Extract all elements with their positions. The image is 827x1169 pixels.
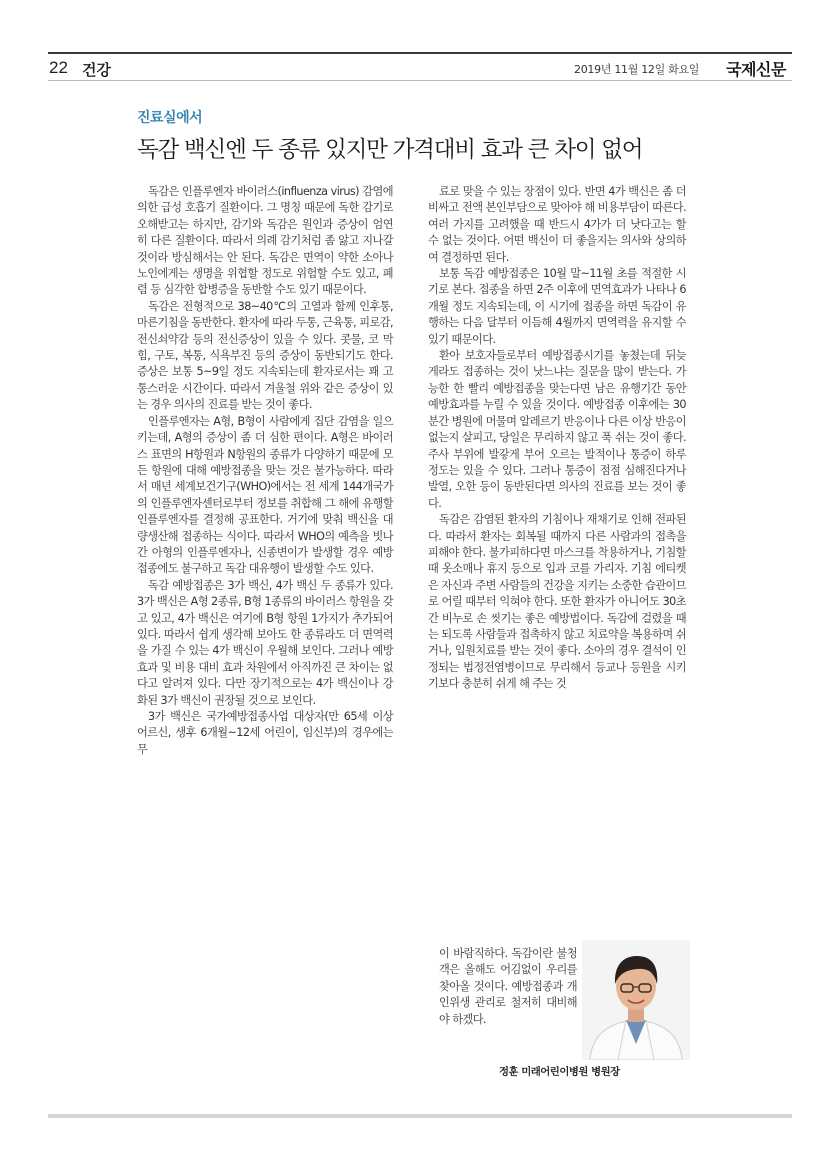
publication-date: 2019년 11월 12일 화요일: [574, 63, 700, 76]
doctor-portrait-icon: [582, 940, 690, 1060]
paragraph: 독감은 인플루엔자 바이러스(influenza virus) 감염에 의한 급성 호흡기 질환이다. 그 명칭 때문에 독한 감기로 오해받고는 하지만, 감기와 독감은 원인과 증상이 엄연히 다른 질환이다. 따라서 의례 감기처럼 좀 앓고 지나갈 것이라 방심해서는 안 된다. 독감은 면역이 약한 소아나 노인에게는 생명을 위협할 정도로 위험할 수도 있고, 폐렴 등 심각한 합병증을 동반할 수도 있기 때문이다.: [137, 185, 393, 297]
column-kicker: 진료실에서: [137, 110, 203, 126]
footer-rule: [48, 1114, 792, 1118]
article-column-2: [428, 184, 686, 693]
section-title: 건강: [82, 61, 111, 79]
paragraph: 인플루엔자는 A형, B형이 사람에게 집단 감염을 일으키는데, A형의 증상이 좀 더 심한 편이다. A형은 바이러스 표면의 H항원과 N항원의 종류가 다양하기 때문에 모든 항원에 대해 예방접종을 맞는 것은 불가능하다. 따라서 매년 세계보건기구(WHO)에서는 전 세계 144개국가의 인플루엔자센터로부터 정보를 취합해 그 해에 유행할 인플루엔자를 결정해 공표한다. 거기에 맞춰 백신을 대량생산해 접종하는 식이다. 따라서 WHO의 예측을 빗나간 아형의 인플루엔자나, 신종변이가 발생할 경우 예방접종에도 불구하고 독감 대유행이 발생할 수도 있다.: [137, 414, 393, 576]
paragraph: 보통 독감 예방접종은 10월 말~11월 초를 적절한 시기로 본다. 접종을 하면 2주 이후에 면역효과가 나타나 6개월 정도 지속되는데, 이 시기에 접종을 하면 독감이 유행하는 다음 달부터 이듬해 4월까지 면역력을 유지할 수 있기 때문이다.: [428, 267, 686, 346]
article-headline: 독감 백신엔 두 종류 있지만 가격대비 효과 큰 차이 없어: [137, 137, 643, 163]
article-column-3: [439, 946, 577, 1028]
paragraph: 독감은 감염된 환자의 기침이나 재채기로 인해 전파된다. 따라서 환자는 회복될 때까지 다른 사람과의 접촉을 피해야 한다. 불가피하다면 마스크를 착용하거나, 기침할 때 옷소매나 휴지 등으로 입과 코를 가리자. 기침 에티켓은 자신과 주변 사람들의 건강을 지키는 소중한 습관이므로 어릴 때부터 익혀야 한다. 또한 환자가 아니어도 30초간 비누로 손 씻기는 좋은 예방법이다. 독감에 걸렸을 때는 되도록 사람들과 접촉하지 않고 치료약을 복용하며 쉬거나, 입원치료를 받는 것이 좋다. 소아의 경우 결석이 인정되는 법정전염병이므로 무리해서 등교나 등원을 시키기보다 충분히 쉬게 해 주는 것: [428, 513, 686, 691]
paragraph: 독감 예방접종은 3가 백신, 4가 백신 두 종류가 있다. 3가 백신은 A형 2종류, B형 1종류의 바이러스 항원을 갖고 있고, 4가 백신은 여기에 B형 항원 1가지가 추가되어 있다. 따라서 쉽게 생각해 보아도 한 종류라도 더 면역력을 가질 수 있는 4가 백신이 우월해 보인다. 그러나 예방효과 및 비용 대비 효과 차원에서 아직까진 큰 차이는 없다고 알려져 있다. 다만 장기적으로는 4가 백신이나 강화된 3가 백신이 권장될 것으로 보인다.: [137, 578, 393, 707]
article-column-1: [137, 184, 393, 758]
newspaper-name: 국제신문: [726, 60, 786, 79]
header-rule: [48, 52, 792, 54]
paragraph: 료로 맞을 수 있는 장점이 있다. 반면 4가 백신은 좀 더 비싸고 전액 본인부담으로 맞아야 해 비용부담이 따른다. 여러 가지를 고려했을 때 반드시 4가가 더 낫다고는 할 수 없는 것이다. 어떤 백신이 더 좋을지는 의사와 상의하여 결정하면 된다.: [428, 185, 686, 264]
paragraph: 이 바람직하다. 독감이란 불청객은 올해도 어김없이 우리를 찾아올 것이다. 예방접종과 개인위생 관리로 철저히 대비해야 하겠다.: [439, 947, 577, 1026]
paragraph: 독감은 전형적으로 38~40℃의 고열과 함께 인후통, 마른기침을 동반한다. 환자에 따라 두통, 근육통, 피로감, 전신쇠약감 등의 전신증상이 있을 수 있다. 콧물, 코 막힘, 구토, 복통, 식욕부진 등의 증상이 동반되기도 한다. 증상은 보통 5~9일 정도 지속되는데 환자로서는 꽤 고통스러운 시간이다. 따라서 겨울철 위와 같은 증상이 있는 경우 의사의 진료를 받는 것이 좋다.: [137, 299, 393, 412]
page-number: 22: [49, 58, 68, 77]
paragraph: 3가 백신은 국가예방접종사업 대상자(만 65세 이상 어르신, 생후 6개월~12세 어린이, 임신부)의 경우에는 무: [137, 710, 393, 756]
header-subrule: [48, 80, 792, 81]
author-byline: 정훈 미래어린이병원 병원장: [499, 1066, 620, 1078]
paragraph: 환아 보호자들로부터 예방접종시기를 놓쳤는데 뒤늦게라도 접종하는 것이 낫느냐는 질문을 많이 받는다. 가능한 한 빨리 예방접종을 맞는다면 남은 유행기간 동안 예방효과를 누릴 수 있을 것이다. 예방접종 이후에는 30분간 병원에 머물며 알레르기 반응이나 다른 이상 반응이 없는지 살피고, 당일은 무리하지 않고 푹 쉬는 것이 좋다. 주사 부위에 발갛게 부어 오르는 발적이나 통증이 하루 정도는 있을 수 있다. 그러나 통증이 점점 심해진다거나 발열, 오한 등이 동반된다면 의사의 진료를 보는 것이 좋다.: [428, 349, 686, 510]
